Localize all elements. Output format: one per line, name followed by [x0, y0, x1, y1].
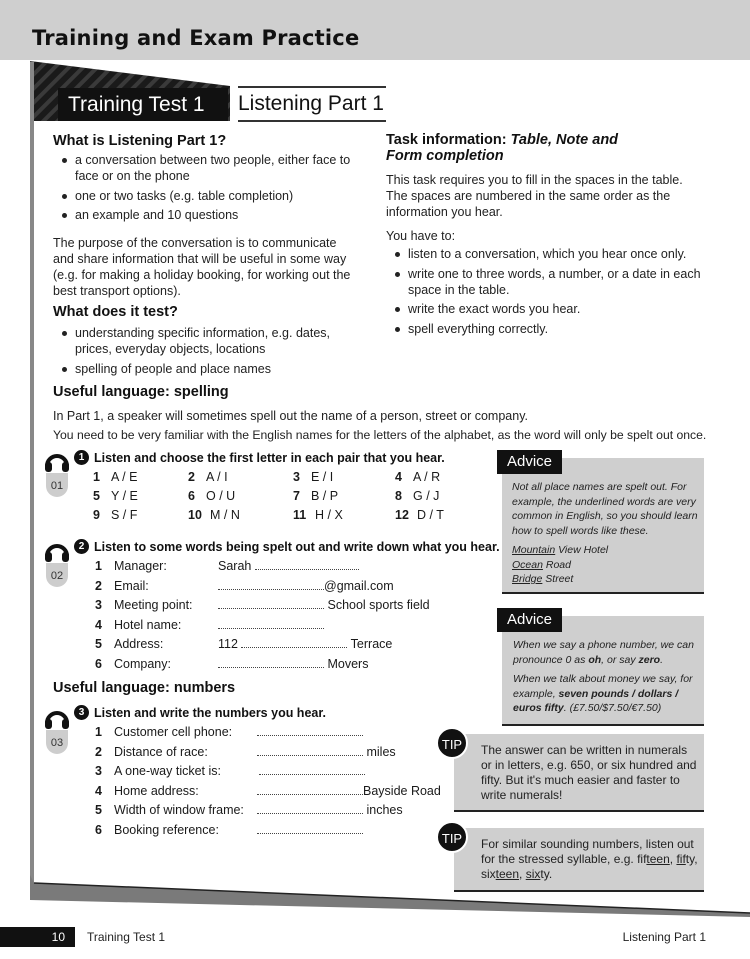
advice-example: Bridge Street	[512, 573, 574, 585]
headphones-icon	[44, 540, 70, 562]
advice-label: Advice	[497, 450, 562, 474]
task-info-heading: Task information: Table, Note and Form completion	[386, 132, 619, 164]
answer-blank[interactable]	[257, 745, 363, 756]
answer-blank[interactable]	[218, 598, 324, 609]
letter-pair: 6 O / U	[188, 489, 236, 503]
numbers-heading: Useful language: numbers	[53, 680, 236, 696]
letter-pair: 10 M / N	[188, 508, 240, 522]
you-have-to-label: You have to:	[386, 229, 456, 243]
training-test-tab: Training Test 1	[58, 88, 228, 121]
advice-spelling-text: Not all place names are spelt out. For example, the underlined words are very common in English, so you should learn how to spell words like these. Mountain View Hotel Ocean Road Bridge Street	[512, 480, 700, 587]
bullet-item: an example and 10 questions	[53, 207, 353, 223]
frame-left-border	[30, 62, 34, 888]
advice-numbers-text: When we say a phone number, we can pronounce 0 as oh, or say zero. When we talk about money we say, for example, seven pounds / dollars / euros fifty. (£7.50/$7.50/€7.50)	[513, 639, 694, 714]
bullet-item: write the exact words you hear.	[386, 301, 706, 317]
exercise-2-title: 2 Listen to some words being spelt out and write down what you hear.	[74, 539, 500, 554]
exercise-number-badge: 1	[74, 450, 89, 465]
footer-section-right: Listening Part 1	[622, 930, 706, 944]
track-number: 03	[46, 730, 68, 754]
bullet-item: understanding specific information, e.g. dates, prices, everyday objects, locations	[53, 325, 353, 357]
answer-blank[interactable]	[257, 803, 363, 814]
letter-pair: 12 D / T	[395, 508, 444, 522]
what-is-bullets	[53, 152, 353, 227]
letter-pair: 5 Y / E	[93, 489, 138, 503]
task-info-paragraph: This task requires you to fill in the spaces in the table. The spaces are numbered in the same order as the information you hear.	[386, 173, 683, 219]
tip-badge: TIP	[436, 727, 468, 759]
answer-blank[interactable]	[218, 618, 324, 629]
header-bar	[0, 0, 750, 60]
exercise-1-title: 1 Listen and choose the first letter in each pair that you hear.	[74, 450, 445, 465]
letter-pair: 8 G / J	[395, 489, 440, 503]
advice-label: Advice	[497, 608, 562, 632]
answer-blank[interactable]	[255, 559, 359, 570]
track-number: 01	[46, 473, 68, 497]
letter-pair: 3 E / I	[293, 470, 334, 484]
tip-numerals-text: The answer can be written in numerals or in letters, e.g. 650, or six hundred and fifty. But it's much easier and faster to write numerals!	[481, 743, 697, 802]
what-is-heading: What is Listening Part 1?	[53, 133, 227, 149]
spelling-heading: Useful language: spelling	[53, 384, 229, 400]
track-number: 02	[46, 563, 68, 587]
advice-example: Ocean Road	[512, 558, 571, 571]
answer-blank[interactable]	[257, 823, 363, 834]
exercise-3-title: 3 Listen and write the numbers you hear.	[74, 705, 326, 720]
spelling-line-1: In Part 1, a speaker will sometimes spell out the name of a person, street or company.	[53, 409, 528, 423]
letter-pair: 4 A / R	[395, 470, 441, 484]
bullet-item: spelling of people and place names	[53, 361, 353, 377]
footer-section-left: Training Test 1	[87, 930, 166, 944]
headphones-icon	[44, 707, 70, 729]
audio-track-03[interactable]	[44, 707, 70, 754]
tip-stress-text: For similar sounding numbers, listen out for the stressed syllable, e.g. fifteen, fifty, sixteen, sixty.	[481, 837, 698, 881]
exercise-number-badge: 2	[74, 539, 89, 554]
what-tests-bullets	[53, 325, 353, 380]
bullet-item: one or two tasks (e.g. table completion)	[53, 188, 353, 204]
answer-blank[interactable]	[259, 764, 365, 775]
letter-pair: 9 S / F	[93, 508, 138, 522]
tip-badge: TIP	[436, 821, 468, 853]
letter-pair: 2 A / I	[188, 470, 228, 484]
exercise-number-badge: 3	[74, 705, 89, 720]
letter-pair: 7 B / P	[293, 489, 339, 503]
headphones-icon	[44, 450, 70, 472]
answer-blank[interactable]	[241, 637, 347, 648]
answer-blank[interactable]	[257, 784, 363, 795]
page-number: 10	[0, 927, 75, 947]
answer-blank[interactable]	[218, 579, 324, 590]
answer-blank[interactable]	[257, 725, 363, 736]
task-info-bullets	[386, 246, 706, 340]
audio-track-01[interactable]	[44, 450, 70, 497]
spelling-line-2: You need to be very familiar with the English names for the letters of the alphabet, as the word will only be spelt out once.	[53, 428, 707, 442]
page-title: Training and Exam Practice	[32, 26, 360, 50]
answer-blank[interactable]	[218, 657, 324, 668]
what-tests-heading: What does it test?	[53, 304, 178, 320]
letter-pair: 11 H / X	[293, 508, 343, 522]
audio-track-02[interactable]	[44, 540, 70, 587]
bullet-item: listen to a conversation, which you hear once only.	[386, 246, 706, 262]
purpose-paragraph: The purpose of the conversation is to communicate and share information that will be useful in some way (e.g. for making a holiday booking, for working out the best transport options).	[53, 236, 351, 298]
bullet-item: a conversation between two people, either face to face or on the phone	[53, 152, 353, 184]
bullet-item: write one to three words, a number, or a date in each space in the table.	[386, 266, 706, 298]
advice-example: Mountain View Hotel	[512, 544, 609, 556]
listening-part-tab: Listening Part 1	[238, 86, 386, 122]
letter-pair: 1 A / E	[93, 470, 138, 484]
bullet-item: spell everything correctly.	[386, 321, 706, 337]
